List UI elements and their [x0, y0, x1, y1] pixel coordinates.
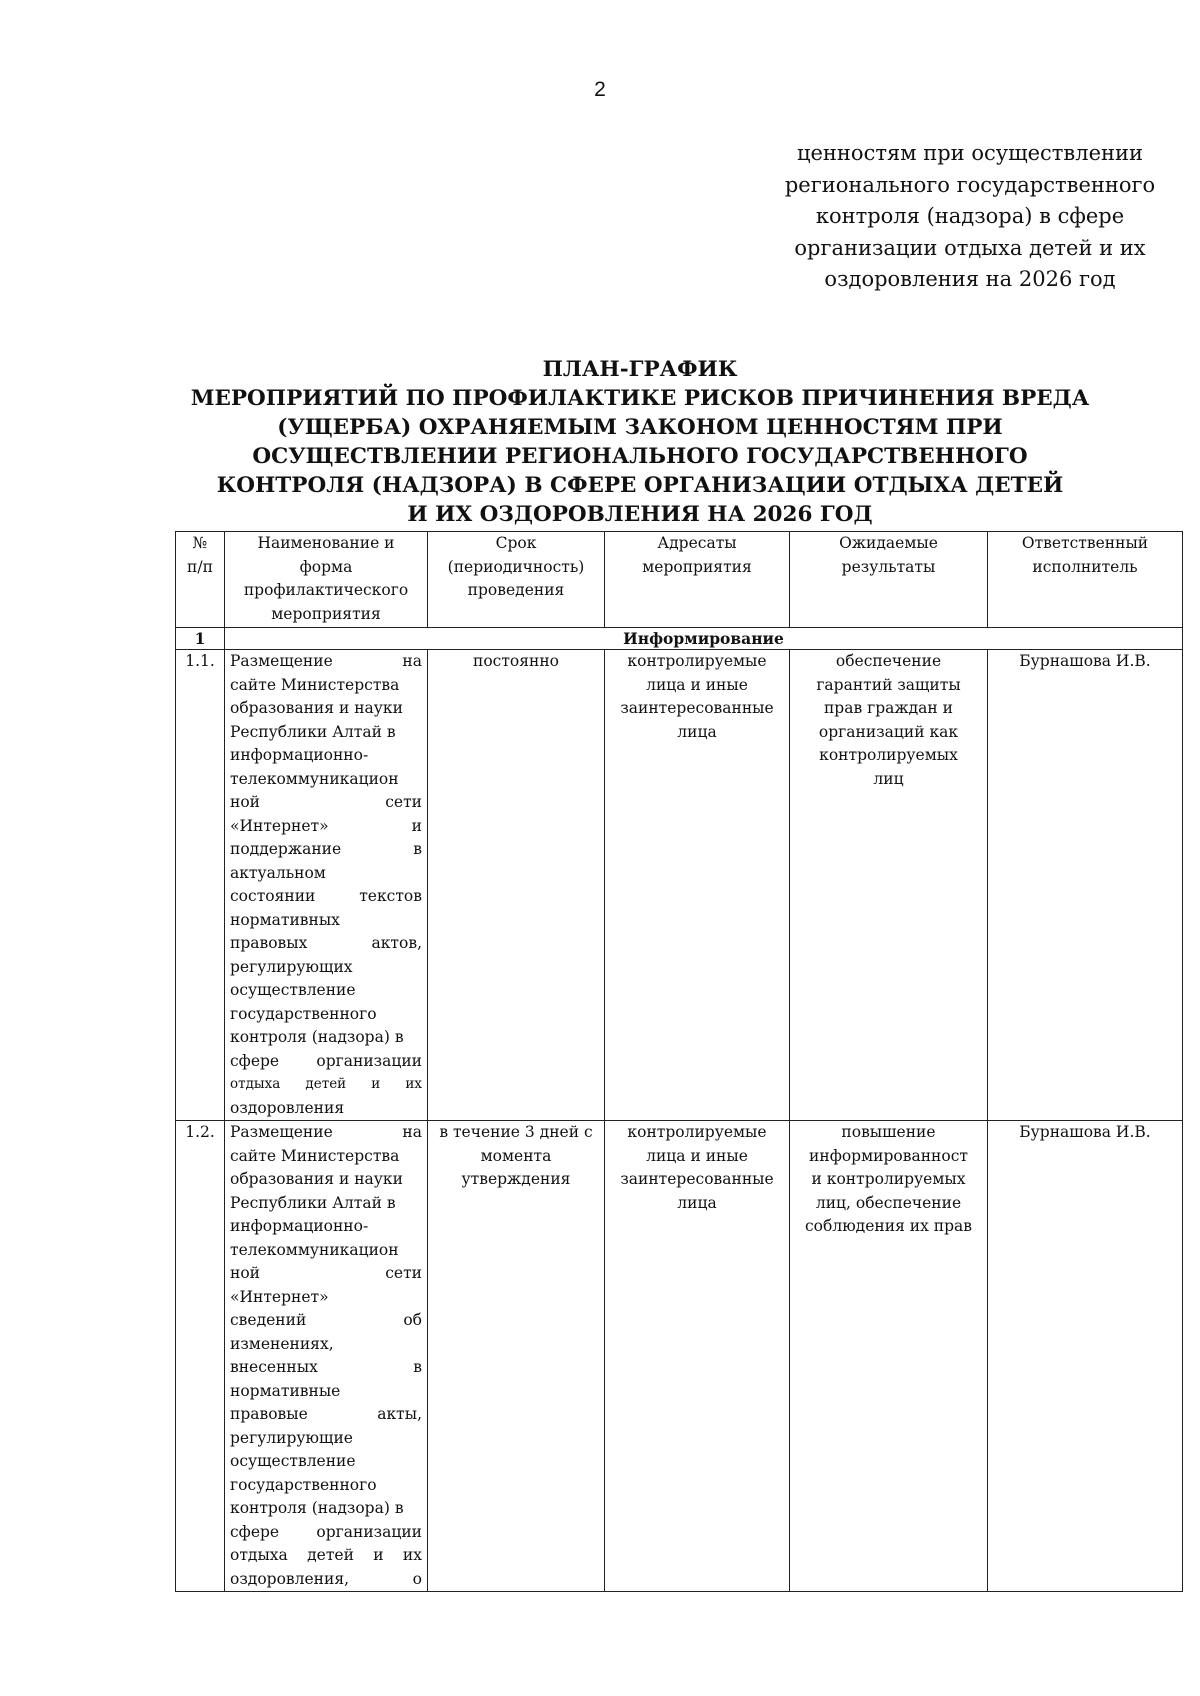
section-number: 1: [176, 628, 225, 650]
row-addressees: контролируемые лица и иные заинтересованные лица: [605, 1121, 790, 1592]
title-line: МЕРОПРИЯТИЙ ПО ПРОФИЛАКТИКЕ РИСКОВ ПРИЧИНЕНИЯ ВРЕДА: [190, 386, 1090, 411]
row-number: 1.1.: [176, 650, 225, 1121]
row-name: Размещение на сайте Министерства образования и науки Республики Алтай в информационно- телекоммуникацион ной сети «Интернет» и поддержание в актуальном состоянии текстов нормативных правовых актов, регулирующих осуществление государственного контроля (надзора) в сфере организации отдыха детей и их оздоровления: [225, 650, 428, 1121]
title-line: ПЛАН-ГРАФИК: [542, 357, 738, 382]
header-line: ценностям при осуществлении: [797, 141, 1143, 165]
row-number: 1.2.: [176, 1121, 225, 1592]
section-title: Информирование: [225, 628, 1183, 650]
header-line: регионального государственного: [784, 172, 1156, 197]
row-term: постоянно: [428, 650, 605, 1121]
row-results: повышение информированност и контролируемых лиц, обеспечение соблюдения их прав: [790, 1121, 988, 1592]
header-line: организации отдыха детей и их: [794, 235, 1146, 260]
header-cell-responsible: Ответственный исполнитель: [988, 532, 1183, 628]
plan-table: [175, 531, 1183, 1592]
header-block: [770, 138, 1170, 296]
header-line: оздоровления на 2026 год: [824, 267, 1116, 291]
table-header-row: [176, 532, 1183, 628]
row-term: в течение 3 дней с момента утверждения: [428, 1121, 605, 1592]
row-name: Размещение на сайте Министерства образования и науки Республики Алтай в информационно- телекоммуникацион ной сети «Интернет» сведений об изменениях, внесенных в нормативные правовые акты, регулирующие осуществление государственного контроля (надзора) в сфере организации отдыха детей и их оздоровления, о: [225, 1121, 428, 1592]
row-results: обеспечение гарантий защиты прав граждан и организаций как контролируемых лиц: [790, 650, 988, 1121]
page-number: 2: [594, 78, 606, 101]
header-cell-results: Ожидаемые результаты: [790, 532, 988, 628]
row-addressees: контролируемые лица и иные заинтересованные лица: [605, 650, 790, 1121]
title-line: КОНТРОЛЯ (НАДЗОРА) В СФЕРЕ ОРГАНИЗАЦИИ ОТДЫХА ДЕТЕЙ: [216, 473, 1064, 498]
header-cell-term: Срок (периодичность) проведения: [428, 532, 605, 628]
header-line: контроля (надзора) в сфере: [815, 204, 1125, 228]
header-cell-num: № п/п: [176, 532, 225, 628]
plan-title: [150, 355, 1130, 529]
row-responsible: Бурнашова И.В.: [988, 1121, 1183, 1592]
section-row: [176, 628, 1183, 650]
header-cell-addressees: Адресаты мероприятия: [605, 532, 790, 628]
table-row: [176, 1121, 1183, 1592]
row-responsible: Бурнашова И.В.: [988, 650, 1183, 1121]
title-line: (УЩЕРБА) ОХРАНЯЕМЫМ ЗАКОНОМ ЦЕННОСТЯМ ПРИ: [277, 415, 1003, 440]
table-row: [176, 650, 1183, 1121]
title-line: ОСУЩЕСТВЛЕНИИ РЕГИОНАЛЬНОГО ГОСУДАРСТВЕННОГО: [252, 444, 1028, 469]
header-cell-name: Наименование и форма профилактического мероприятия: [225, 532, 428, 628]
title-line: И ИХ ОЗДОРОВЛЕНИЯ НА 2026 ГОД: [407, 502, 873, 527]
